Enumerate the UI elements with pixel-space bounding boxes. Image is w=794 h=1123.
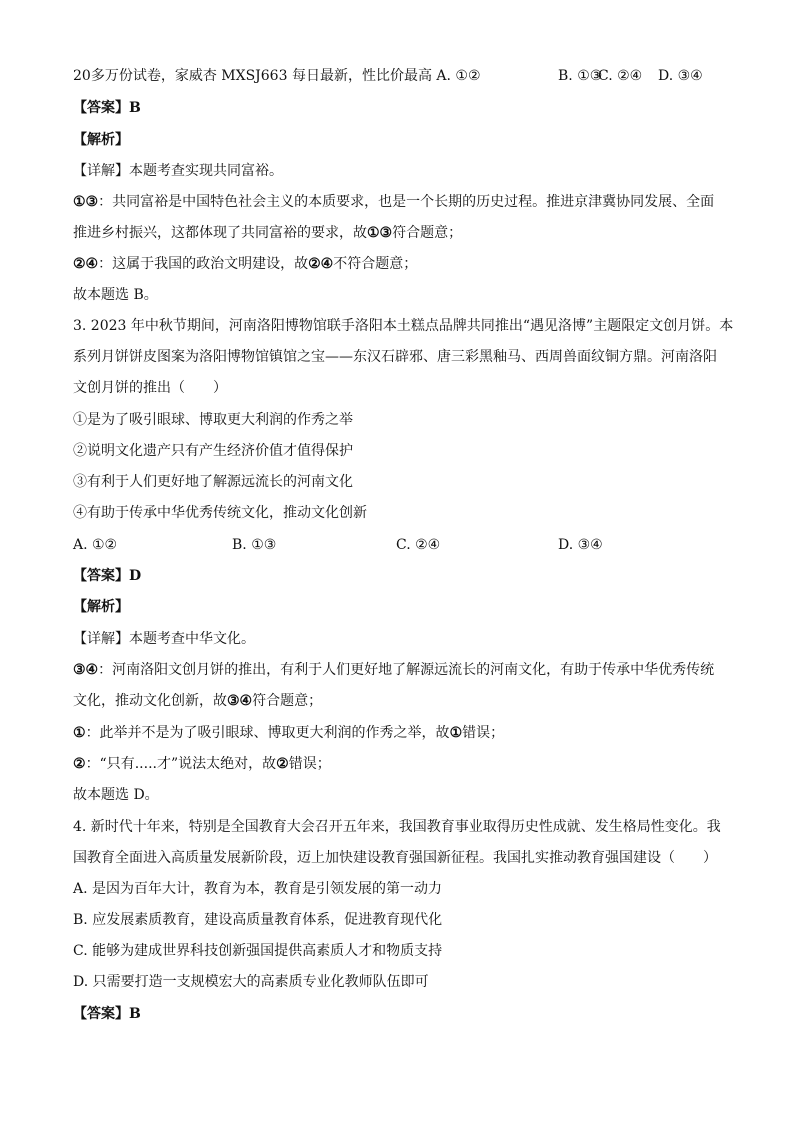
q2-option-d: D. ③④ bbox=[658, 68, 703, 84]
q2-mark: ①③ bbox=[367, 225, 393, 241]
q2-text: ：这属于我国的政治文明建设，故 bbox=[98, 256, 309, 272]
q2-options-line bbox=[73, 66, 734, 86]
q4-option-b: B. 应发展素质教育，建设高质量教育体系，促进教育现代化 bbox=[73, 912, 443, 928]
q2-paragraph-2 bbox=[73, 254, 734, 274]
q3-text: 错误； bbox=[462, 725, 505, 741]
q3-analysis-heading: 【解析】 bbox=[73, 599, 129, 615]
q2-option-c: C. ②④ bbox=[598, 68, 643, 84]
q3-detail: 【详解】本题考查中华文化。 bbox=[73, 631, 255, 647]
q3-option-b: B. ①③ bbox=[232, 537, 277, 553]
q3-mark: ② bbox=[276, 756, 289, 772]
q4-answer: 【答案】B bbox=[73, 1006, 141, 1022]
q4-option-d: D. 只需要打造一支规模宏大的高素质专业化教师队伍即可 bbox=[73, 974, 429, 990]
q2-text: ：共同富裕是中国特色社会主义的本质要求，也是一个长期的历史过程。推进京津冀协同发展、全面 bbox=[98, 194, 715, 210]
q3-item-4: ④有助于传承中华优秀传统文化，推动文化创新 bbox=[73, 505, 367, 521]
q3-stem-line-3: 文创月饼的推出（ ） bbox=[73, 380, 227, 396]
q3-paragraph-2 bbox=[73, 723, 734, 743]
q3-text: ：河南洛阳文创月饼的推出，有利于人们更好地了解源远流长的河南文化，有助于传承中华优秀传统 bbox=[98, 662, 715, 678]
q3-text: 错误； bbox=[288, 756, 331, 772]
q3-mark: ① bbox=[449, 725, 463, 741]
q3-mark: ③④ bbox=[73, 662, 99, 678]
q2-mark: ②④ bbox=[308, 256, 334, 272]
q2-option-a: 20多万份试卷，家威杏 MXSJ663 每日最新，性比价最高 A. ①② bbox=[73, 68, 481, 84]
q3-stem-line-2: 系列月饼饼皮图案为洛阳博物馆镇馆之宝——东汉石辟邪、唐三彩黑釉马、西周兽面纹铜方鼎。河南洛阳 bbox=[73, 349, 717, 365]
q4-stem-line-1: 4. 新时代十年来，特别是全国教育大会召开五年来，我国教育事业取得历史性成就、发生格局性变化。我 bbox=[73, 819, 721, 835]
q3-option-a: A. ①② bbox=[73, 537, 118, 553]
q2-text: 符合题意； bbox=[392, 225, 463, 241]
q4-stem-line-2: 国教育全面进入高质量发展新阶段，迈上加快建设教育强国新征程。我国扎实推动教育强国建设（ ） bbox=[73, 850, 717, 866]
q2-option-b: B. ①③ bbox=[558, 68, 603, 84]
q3-item-1: ①是为了吸引眼球、博取更大利润的作秀之举 bbox=[73, 412, 353, 428]
q3-paragraph-1-line-2 bbox=[73, 691, 734, 711]
q3-paragraph-3 bbox=[73, 754, 734, 774]
q2-paragraph-1-line-2 bbox=[73, 223, 734, 243]
q3-text: ：此举并不是为了吸引眼球、博取更大利润的作秀之举，故 bbox=[85, 725, 450, 741]
q2-paragraph-1-line-1 bbox=[73, 192, 734, 212]
q3-text: 符合题意； bbox=[252, 693, 323, 709]
q3-paragraph-1-line-1 bbox=[73, 660, 734, 680]
q3-mark: ② bbox=[73, 756, 86, 772]
q2-detail: 【详解】本题考查实现共同富裕。 bbox=[73, 163, 283, 179]
q4-option-c: C. 能够为建成世界科技创新强国提供高素质人才和物质支持 bbox=[73, 943, 443, 959]
q3-option-c: C. ②④ bbox=[396, 537, 441, 553]
q4-option-a: A. 是因为百年大计，教育为本，教育是引领发展的第一动力 bbox=[73, 881, 443, 897]
q3-option-d: D. ③④ bbox=[558, 537, 603, 553]
q3-mark: ③④ bbox=[227, 693, 253, 709]
q2-text: 推进乡村振兴，这都体现了共同富裕的要求，故 bbox=[73, 225, 367, 241]
q3-text: ：“只有.....才”说法太绝对，故 bbox=[85, 756, 277, 772]
q2-text: 不符合题意； bbox=[333, 256, 418, 272]
q3-conclusion: 故本题选 D。 bbox=[73, 787, 159, 803]
q2-analysis-heading: 【解析】 bbox=[73, 132, 129, 148]
q3-mark: ① bbox=[73, 725, 86, 741]
q2-conclusion: 故本题选 B。 bbox=[73, 287, 158, 303]
q2-answer: 【答案】B bbox=[73, 100, 141, 116]
q3-answer: 【答案】D bbox=[73, 568, 142, 584]
q3-item-2: ②说明文化遗产只有产生经济价值才值得保护 bbox=[73, 443, 353, 459]
q2-mark: ①③ bbox=[73, 194, 99, 210]
q3-text: 文化，推动文化创新，故 bbox=[73, 693, 227, 709]
q3-stem-line-1: 3. 2023 年中秋节期间，河南洛阳博物馆联手洛阳本土糕点品牌共同推出“遇见洛博”主题限定文创月饼。本 bbox=[73, 318, 734, 334]
q3-item-3: ③有利于人们更好地了解源远流长的河南文化 bbox=[73, 474, 353, 490]
q2-mark: ②④ bbox=[73, 256, 99, 272]
